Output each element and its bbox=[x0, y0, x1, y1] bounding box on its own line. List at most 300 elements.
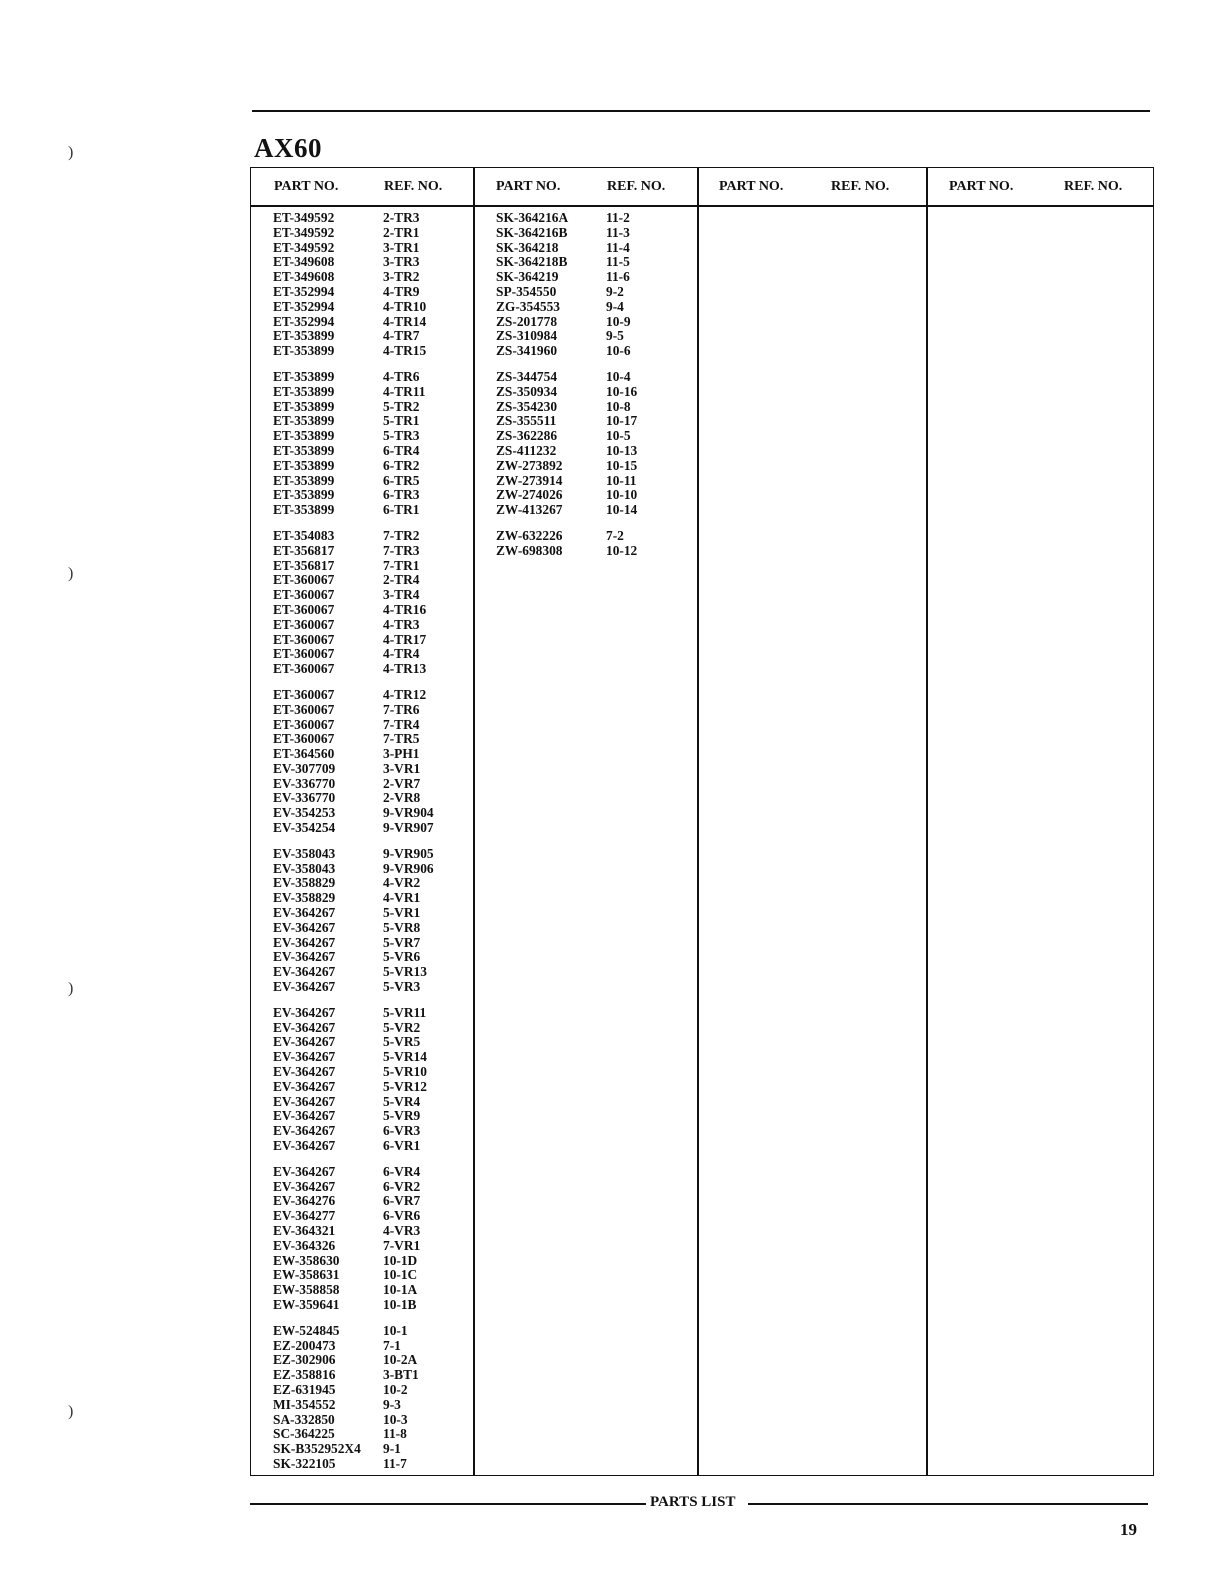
table-row bbox=[273, 255, 463, 270]
table-row bbox=[273, 791, 463, 806]
ref-number: 10-2A bbox=[383, 1352, 418, 1368]
table-row bbox=[273, 1209, 463, 1224]
part-number: ET-356817 bbox=[273, 557, 335, 573]
part-number: SK-364216B bbox=[496, 224, 568, 240]
ref-number: 5-TR1 bbox=[383, 413, 420, 429]
ref-number: 11-2 bbox=[606, 210, 630, 225]
top-rule bbox=[252, 110, 1150, 112]
table-row bbox=[496, 474, 686, 489]
part-number: EV-364267 bbox=[273, 1163, 336, 1179]
part-number: ET-349592 bbox=[273, 239, 335, 255]
part-number: EV-364267 bbox=[273, 919, 336, 935]
part-number: ET-364560 bbox=[273, 746, 335, 762]
ref-number: 7-TR5 bbox=[383, 731, 420, 747]
ref-number: 7-TR4 bbox=[383, 716, 420, 732]
part-number: EV-364267 bbox=[273, 964, 336, 980]
ref-number: 4-TR13 bbox=[383, 661, 427, 677]
ref-number: 3-BT1 bbox=[383, 1367, 419, 1383]
part-number: ET-353899 bbox=[273, 328, 335, 344]
part-number: ET-349608 bbox=[273, 269, 335, 285]
ref-number: 10-6 bbox=[606, 343, 631, 359]
ref-number: 10-11 bbox=[606, 472, 637, 488]
column-divider bbox=[697, 168, 699, 1475]
part-number: ET-353899 bbox=[273, 413, 335, 429]
ref-number: 5-VR6 bbox=[383, 949, 421, 965]
table-row bbox=[273, 1194, 463, 1209]
ref-number: 2-TR4 bbox=[383, 572, 420, 588]
table-row bbox=[273, 1095, 463, 1110]
ref-number: 4-VR3 bbox=[383, 1223, 421, 1238]
ref-number: 11-4 bbox=[606, 239, 630, 255]
part-number: ET-353899 bbox=[273, 457, 335, 473]
part-number: EV-364267 bbox=[273, 979, 336, 995]
row-group bbox=[273, 1165, 463, 1313]
ref-number: 11-6 bbox=[606, 269, 630, 285]
ref-number: 5-VR14 bbox=[383, 1049, 427, 1065]
ref-number: 6-VR2 bbox=[383, 1178, 421, 1194]
column-divider bbox=[926, 168, 928, 1475]
part-number: EV-364267 bbox=[273, 1049, 336, 1065]
row-group bbox=[496, 211, 686, 359]
ref-number: 4-TR10 bbox=[383, 298, 427, 314]
part-number: ET-349592 bbox=[273, 224, 335, 240]
part-number: ET-360067 bbox=[273, 631, 335, 647]
ref-number: 7-2 bbox=[606, 527, 624, 543]
ref-number: 4-TR11 bbox=[383, 383, 426, 399]
table-row bbox=[273, 329, 463, 344]
table-row bbox=[273, 603, 463, 618]
ref-number: 10-12 bbox=[606, 542, 638, 558]
ref-number: 7-TR6 bbox=[383, 701, 420, 717]
ref-number: 5-TR3 bbox=[383, 428, 420, 444]
page-number: 19 bbox=[1120, 1520, 1137, 1539]
part-number: EV-364267 bbox=[273, 949, 336, 965]
part-number: ET-352994 bbox=[273, 313, 335, 329]
ref-number: 5-VR9 bbox=[383, 1108, 421, 1124]
footer bbox=[250, 1494, 1148, 1514]
part-number: ET-353899 bbox=[273, 442, 335, 458]
part-number: ET-349608 bbox=[273, 254, 335, 270]
binding-hole-mark: ) bbox=[68, 144, 74, 161]
part-number: ET-360067 bbox=[273, 661, 335, 677]
part-number: ET-360067 bbox=[273, 616, 335, 632]
table-row bbox=[273, 618, 463, 633]
ref-number: 10-13 bbox=[606, 442, 638, 458]
part-number: EV-364326 bbox=[273, 1237, 336, 1253]
table-row bbox=[273, 285, 463, 300]
part-number: EW-358858 bbox=[273, 1282, 340, 1298]
table-row bbox=[273, 732, 463, 747]
ref-number: 10-1C bbox=[383, 1267, 418, 1283]
parts-table bbox=[250, 167, 1154, 1476]
part-number: EV-364267 bbox=[273, 1123, 336, 1139]
part-number: EV-364267 bbox=[273, 1093, 336, 1109]
part-number: ZW-274026 bbox=[496, 487, 563, 503]
table-row bbox=[273, 876, 463, 891]
ref-number: 3-VR1 bbox=[383, 760, 421, 776]
ref-number: 11-3 bbox=[606, 224, 630, 240]
table-row bbox=[496, 529, 686, 544]
part-number: EV-364276 bbox=[273, 1193, 336, 1209]
header-ref-no: REF. NO. bbox=[1064, 179, 1123, 194]
table-row bbox=[273, 385, 463, 400]
table-row bbox=[273, 429, 463, 444]
table-row bbox=[273, 1339, 463, 1354]
ref-number: 5-VR10 bbox=[383, 1064, 427, 1080]
ref-number: 9-3 bbox=[383, 1396, 401, 1412]
table-row bbox=[273, 1254, 463, 1269]
ref-number: 10-15 bbox=[606, 457, 638, 473]
table-row bbox=[273, 950, 463, 965]
ref-number: 11-8 bbox=[383, 1426, 407, 1442]
table-row bbox=[273, 662, 463, 677]
table-row bbox=[273, 211, 463, 226]
table-row bbox=[273, 270, 463, 285]
table-row bbox=[273, 1224, 463, 1239]
ref-number: 4-TR6 bbox=[383, 368, 420, 384]
part-number: ET-360067 bbox=[273, 646, 335, 662]
table-row bbox=[273, 1268, 463, 1283]
part-number: ET-352994 bbox=[273, 283, 335, 299]
part-number: ET-353899 bbox=[273, 343, 335, 359]
table-row bbox=[496, 300, 686, 315]
ref-number: 9-4 bbox=[606, 298, 624, 314]
table-row bbox=[496, 544, 686, 559]
table-row bbox=[273, 777, 463, 792]
table-row bbox=[496, 370, 686, 385]
table-row bbox=[496, 329, 686, 344]
part-number: EV-358043 bbox=[273, 860, 336, 876]
ref-number: 7-TR2 bbox=[383, 527, 420, 543]
ref-number: 5-VR8 bbox=[383, 919, 421, 935]
table-row bbox=[273, 529, 463, 544]
ref-number: 11-5 bbox=[606, 254, 630, 270]
table-row bbox=[496, 459, 686, 474]
part-number: EV-336770 bbox=[273, 790, 336, 806]
header-ref-no: REF. NO. bbox=[607, 179, 666, 194]
part-number: EZ-200473 bbox=[273, 1337, 336, 1353]
table-row bbox=[273, 1442, 463, 1457]
ref-number: 5-VR1 bbox=[383, 905, 421, 921]
table-row bbox=[273, 1021, 463, 1036]
table-row bbox=[496, 444, 686, 459]
table-row bbox=[273, 1165, 463, 1180]
table-row bbox=[496, 226, 686, 241]
page-title: AX60 bbox=[254, 133, 322, 163]
ref-number: 3-TR2 bbox=[383, 269, 420, 285]
table-row bbox=[273, 459, 463, 474]
table-row bbox=[273, 921, 463, 936]
table-row bbox=[273, 559, 463, 574]
table-row bbox=[273, 1065, 463, 1080]
header-part-no: PART NO. bbox=[719, 179, 784, 194]
ref-number: 5-VR3 bbox=[383, 979, 421, 995]
footer-label: PARTS LIST bbox=[650, 1494, 736, 1510]
part-number: EV-354254 bbox=[273, 820, 336, 836]
ref-number: 5-TR2 bbox=[383, 398, 420, 414]
table-row bbox=[273, 891, 463, 906]
table-row bbox=[273, 806, 463, 821]
part-number: ZW-698308 bbox=[496, 542, 563, 558]
footer-rule-left bbox=[250, 1503, 646, 1505]
ref-number: 4-TR4 bbox=[383, 646, 420, 662]
ref-number: 5-VR11 bbox=[383, 1004, 427, 1020]
table-row bbox=[496, 385, 686, 400]
table-row bbox=[273, 1324, 463, 1339]
part-number: ZS-310984 bbox=[496, 328, 558, 344]
ref-number: 4-TR3 bbox=[383, 616, 420, 632]
ref-number: 4-TR17 bbox=[383, 631, 427, 647]
ref-number: 5-VR5 bbox=[383, 1034, 421, 1050]
ref-number: 5-VR2 bbox=[383, 1019, 421, 1035]
part-number: ET-360067 bbox=[273, 731, 335, 747]
header-part-no: PART NO. bbox=[949, 179, 1014, 194]
ref-number: 4-TR15 bbox=[383, 343, 427, 359]
ref-number: 9-5 bbox=[606, 328, 624, 344]
ref-number: 10-17 bbox=[606, 413, 638, 429]
ref-number: 9-VR904 bbox=[383, 805, 434, 821]
part-number: EV-336770 bbox=[273, 775, 336, 791]
part-number: EV-364277 bbox=[273, 1208, 336, 1224]
ref-number: 10-10 bbox=[606, 487, 638, 503]
part-number: EW-358630 bbox=[273, 1252, 340, 1268]
table-row bbox=[273, 370, 463, 385]
binding-hole-mark: ) bbox=[68, 1403, 74, 1420]
part-number: EZ-631945 bbox=[273, 1381, 336, 1397]
part-number: EV-358829 bbox=[273, 890, 336, 906]
row-group bbox=[273, 688, 463, 836]
ref-number: 9-VR905 bbox=[383, 845, 434, 861]
part-number: ZS-344754 bbox=[496, 368, 558, 384]
part-number: SK-B352952X4 bbox=[273, 1441, 361, 1457]
ref-number: 4-VR2 bbox=[383, 875, 421, 891]
part-number: ET-349592 bbox=[273, 210, 335, 225]
part-number: ZW-273892 bbox=[496, 457, 563, 473]
table-row bbox=[273, 544, 463, 559]
table-row bbox=[273, 1353, 463, 1368]
table-row bbox=[273, 226, 463, 241]
table-row bbox=[273, 747, 463, 762]
table-row bbox=[496, 414, 686, 429]
header-rule bbox=[251, 205, 1153, 207]
ref-number: 5-VR4 bbox=[383, 1093, 421, 1109]
part-number: ZW-413267 bbox=[496, 502, 563, 518]
part-number: SP-354550 bbox=[496, 283, 557, 299]
part-number: ET-360067 bbox=[273, 686, 335, 702]
ref-number: 10-1B bbox=[383, 1296, 417, 1312]
ref-number: 4-TR9 bbox=[383, 283, 420, 299]
table-row bbox=[273, 633, 463, 648]
ref-number: 4-VR1 bbox=[383, 890, 421, 906]
part-number: EZ-358816 bbox=[273, 1367, 336, 1383]
ref-number: 6-TR5 bbox=[383, 472, 420, 488]
ref-number: 2-VR7 bbox=[383, 775, 421, 791]
row-group bbox=[273, 847, 463, 995]
part-number: ZS-350934 bbox=[496, 383, 558, 399]
part-number: ZG-354553 bbox=[496, 298, 560, 314]
part-number: EV-354253 bbox=[273, 805, 336, 821]
ref-number: 3-PH1 bbox=[383, 746, 420, 762]
table-row bbox=[273, 718, 463, 733]
part-number: EV-358829 bbox=[273, 875, 336, 891]
part-number: EV-307709 bbox=[273, 760, 336, 776]
ref-number: 2-VR8 bbox=[383, 790, 421, 806]
table-row bbox=[273, 474, 463, 489]
part-number: ET-353899 bbox=[273, 398, 335, 414]
part-number: ET-353899 bbox=[273, 383, 335, 399]
ref-number: 10-1 bbox=[383, 1322, 408, 1338]
ref-number: 5-VR12 bbox=[383, 1078, 427, 1094]
part-number: ZS-341960 bbox=[496, 343, 558, 359]
part-number: ET-353899 bbox=[273, 472, 335, 488]
part-number: ET-353899 bbox=[273, 368, 335, 384]
part-number: SK-364218B bbox=[496, 254, 568, 270]
part-number: EV-364267 bbox=[273, 1078, 336, 1094]
ref-number: 9-VR906 bbox=[383, 860, 434, 876]
ref-number: 7-1 bbox=[383, 1337, 401, 1353]
part-number: SK-364216A bbox=[496, 210, 569, 225]
part-number: ET-360067 bbox=[273, 587, 335, 603]
column-divider bbox=[473, 168, 475, 1475]
table-row bbox=[273, 936, 463, 951]
header-ref-no: REF. NO. bbox=[384, 179, 443, 194]
table-row bbox=[273, 315, 463, 330]
part-number: EV-364267 bbox=[273, 1138, 336, 1154]
table-row bbox=[273, 414, 463, 429]
part-number: ET-360067 bbox=[273, 601, 335, 617]
row-group bbox=[496, 529, 686, 559]
part-number: ZS-362286 bbox=[496, 428, 558, 444]
table-row bbox=[273, 1109, 463, 1124]
table-row bbox=[496, 211, 686, 226]
table-row bbox=[273, 1239, 463, 1254]
ref-number: 4-TR14 bbox=[383, 313, 427, 329]
table-row bbox=[273, 821, 463, 836]
part-number: SC-364225 bbox=[273, 1426, 335, 1442]
ref-number: 4-TR16 bbox=[383, 601, 427, 617]
table-row bbox=[496, 488, 686, 503]
table-row bbox=[273, 1427, 463, 1442]
table-row bbox=[273, 503, 463, 518]
table-row bbox=[273, 1398, 463, 1413]
table-row bbox=[273, 1457, 463, 1472]
ref-number: 2-TR3 bbox=[383, 210, 420, 225]
part-number: ET-352994 bbox=[273, 298, 335, 314]
part-number: EV-364267 bbox=[273, 1178, 336, 1194]
row-group bbox=[273, 1006, 463, 1154]
part-number: ET-353899 bbox=[273, 487, 335, 503]
part-number: SK-364219 bbox=[496, 269, 559, 285]
ref-number: 4-TR12 bbox=[383, 686, 427, 702]
part-number: ZS-355511 bbox=[496, 413, 557, 429]
binding-hole-mark: ) bbox=[68, 980, 74, 997]
ref-number: 6-VR6 bbox=[383, 1208, 421, 1224]
table-row bbox=[496, 270, 686, 285]
ref-number: 6-TR3 bbox=[383, 487, 420, 503]
part-number: ET-354083 bbox=[273, 527, 335, 543]
part-number: ET-360067 bbox=[273, 701, 335, 717]
part-number: EW-359641 bbox=[273, 1296, 340, 1312]
ref-number: 10-3 bbox=[383, 1411, 408, 1427]
table-row bbox=[273, 1139, 463, 1154]
table-row bbox=[273, 1180, 463, 1195]
part-number: ZS-201778 bbox=[496, 313, 558, 329]
part-number: ET-353899 bbox=[273, 502, 335, 518]
table-row bbox=[273, 444, 463, 459]
table-row bbox=[273, 762, 463, 777]
ref-number: 11-7 bbox=[383, 1455, 407, 1471]
header-part-no: PART NO. bbox=[496, 179, 561, 194]
part-number: ET-360067 bbox=[273, 716, 335, 732]
part-number: EV-364267 bbox=[273, 1108, 336, 1124]
binding-hole-mark: ) bbox=[68, 565, 74, 582]
row-group bbox=[273, 1324, 463, 1472]
table-row bbox=[273, 1383, 463, 1398]
part-number: ZW-273914 bbox=[496, 472, 563, 488]
ref-number: 6-TR4 bbox=[383, 442, 420, 458]
part-number: MI-354552 bbox=[273, 1396, 336, 1412]
table-row bbox=[496, 315, 686, 330]
table-row bbox=[273, 573, 463, 588]
table-row bbox=[496, 400, 686, 415]
ref-number: 10-2 bbox=[383, 1381, 408, 1397]
ref-number: 7-TR1 bbox=[383, 557, 420, 573]
ref-number: 6-TR1 bbox=[383, 502, 420, 518]
part-number: SK-364218 bbox=[496, 239, 559, 255]
table-row bbox=[273, 400, 463, 415]
table-row bbox=[496, 241, 686, 256]
part-number: ET-353899 bbox=[273, 428, 335, 444]
table-row bbox=[273, 241, 463, 256]
ref-number: 7-VR1 bbox=[383, 1237, 421, 1253]
table-row bbox=[273, 1368, 463, 1383]
part-number: EV-364267 bbox=[273, 1064, 336, 1080]
part-number: EV-364267 bbox=[273, 905, 336, 921]
ref-number: 10-1D bbox=[383, 1252, 418, 1268]
table-row bbox=[496, 429, 686, 444]
ref-number: 5-VR7 bbox=[383, 934, 421, 950]
row-group bbox=[496, 370, 686, 518]
table-row bbox=[273, 1006, 463, 1021]
table-row bbox=[273, 300, 463, 315]
table-row bbox=[273, 1080, 463, 1095]
table-row bbox=[273, 588, 463, 603]
ref-number: 6-VR7 bbox=[383, 1193, 421, 1209]
ref-number: 7-TR3 bbox=[383, 542, 420, 558]
part-number: EV-364267 bbox=[273, 1034, 336, 1050]
ref-number: 3-TR1 bbox=[383, 239, 420, 255]
part-number: EV-358043 bbox=[273, 845, 336, 861]
table-row bbox=[273, 1413, 463, 1428]
part-number: ZW-632226 bbox=[496, 527, 563, 543]
ref-number: 10-8 bbox=[606, 398, 631, 414]
part-number: ET-360067 bbox=[273, 572, 335, 588]
table-row bbox=[273, 847, 463, 862]
ref-number: 10-16 bbox=[606, 383, 638, 399]
table-row bbox=[273, 647, 463, 662]
part-number: ET-356817 bbox=[273, 542, 335, 558]
part-number: EV-364267 bbox=[273, 1019, 336, 1035]
table-row bbox=[273, 1124, 463, 1139]
header-part-no: PART NO. bbox=[274, 179, 339, 194]
part-number: SA-332850 bbox=[273, 1411, 335, 1427]
table-row bbox=[273, 862, 463, 877]
ref-number: 10-1A bbox=[383, 1282, 418, 1298]
header-ref-no: REF. NO. bbox=[831, 179, 890, 194]
part-number: EV-364267 bbox=[273, 1004, 336, 1020]
row-group bbox=[273, 529, 463, 677]
table-row bbox=[273, 344, 463, 359]
